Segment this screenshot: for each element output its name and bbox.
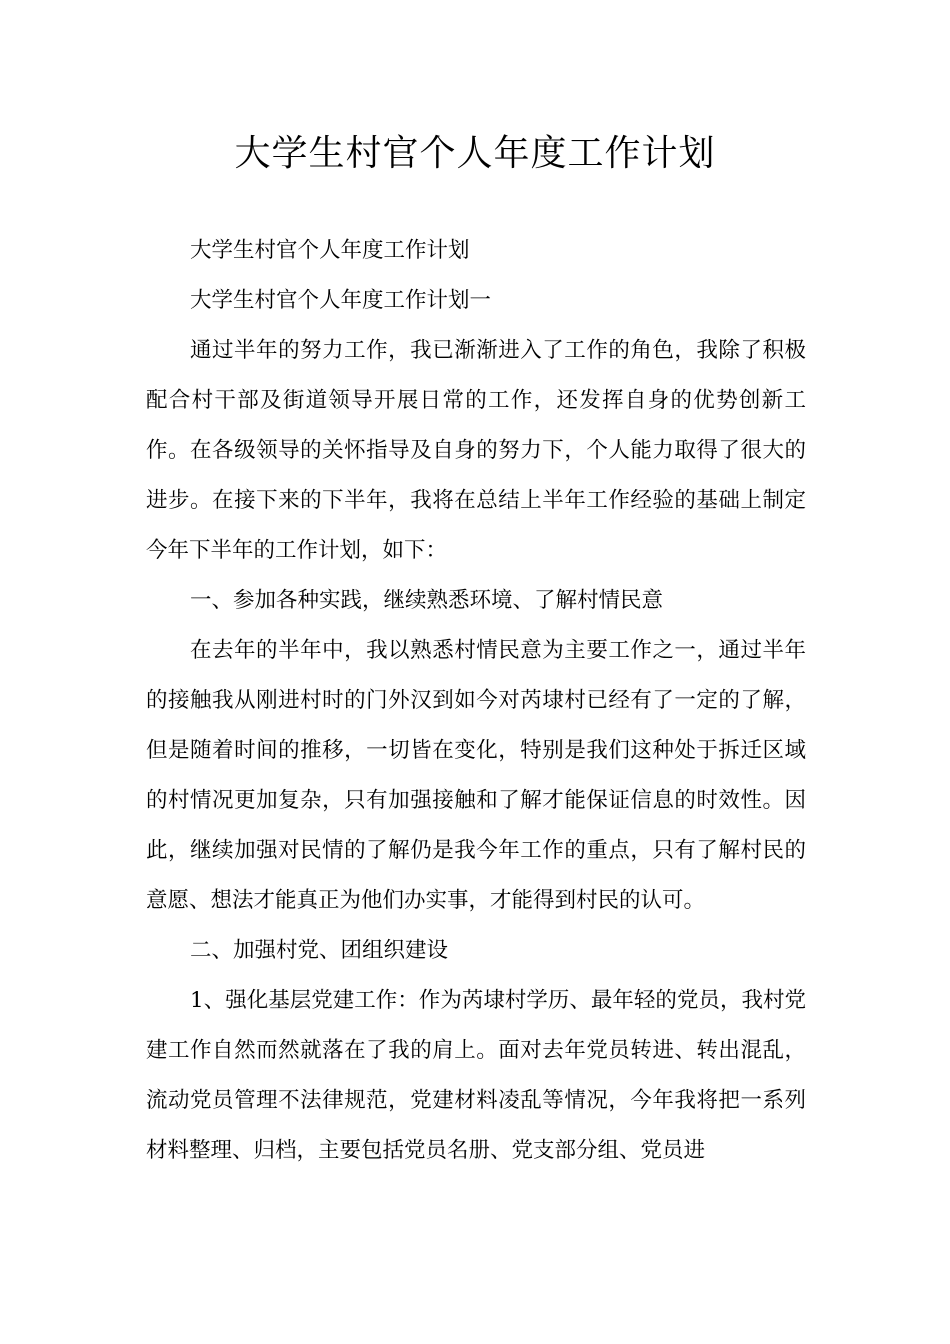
document-title: 大学生村官个人年度工作计划 [234,133,716,174]
paragraph-village-info: 在去年的半年中，我以熟悉村情民意为主要工作之一，通过半年的接触我从刚进村时的门外汉到如今对芮埭村已经有了一定的了解，但是随着时间的推移，一切皆在变化，特别是我们这种处于拆迁区域的村情况更加复杂，只有加强接触和了解才能保证信息的时效性。因此，继续加强对民情的了解仍是我今年工作的重点，只有了解村民的意愿、想法才能真正为他们办实事，才能得到村民的认可。 [146,638,806,913]
paragraph-section-heading: 大学生村官个人年度工作计划一 [190,288,492,313]
document-body [146,226,806,1176]
paragraph-heading-one: 一、参加各种实践，继续熟悉环境、了解村情民意 [190,588,664,613]
paragraph-party-building: 1、强化基层党建工作：作为芮埭村学历、最年轻的党员，我村党建工作自然而然就落在了我的肩上。面对去年党员转进、转出混乱，流动党员管理不法律规范，党建材料凌乱等情况，今年我将把一系列材料整理、归档，主要包括党员名册、党支部分组、党员进 [146,988,806,1163]
paragraph-subtitle: 大学生村官个人年度工作计划 [190,238,470,263]
paragraph-intro: 通过半年的努力工作，我已渐渐进入了工作的角色，我除了积极配合村干部及街道领导开展日常的工作，还发挥自身的优势创新工作。在各级领导的关怀指导及自身的努力下，个人能力取得了很大的进步。在接下来的下半年，我将在总结上半年工作经验的基础上制定今年下半年的工作计划，如下： [146,338,806,563]
paragraph-heading-two: 二、加强村党、团组织建设 [190,938,449,963]
